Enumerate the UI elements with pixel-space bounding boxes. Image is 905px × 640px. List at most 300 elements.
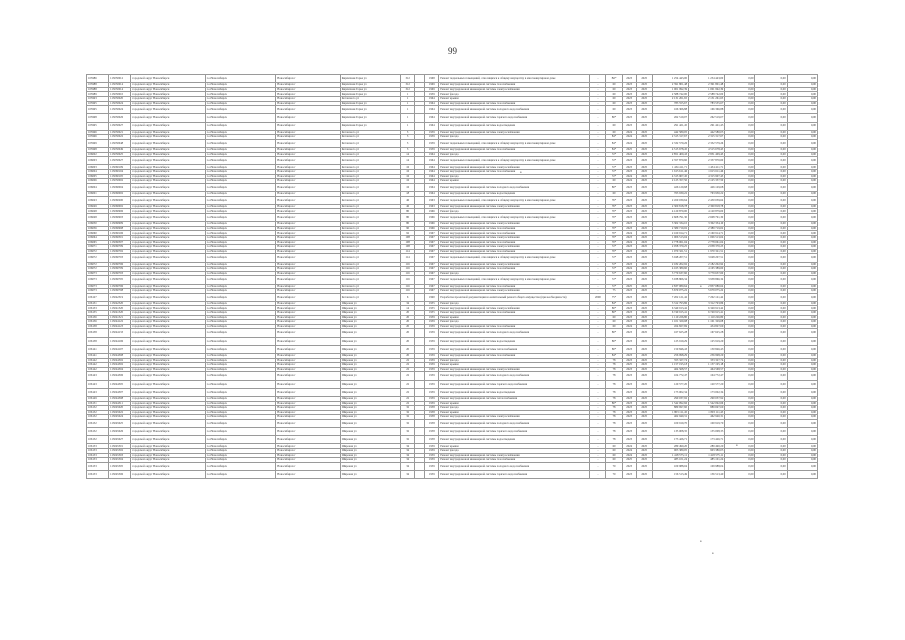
cell-municipality: городской округ Новосибирск bbox=[131, 157, 206, 165]
cell-build-year: 1958 bbox=[425, 419, 439, 427]
cell-build-year: 1967 bbox=[425, 254, 439, 262]
cell-district: г.о.Новосибирск bbox=[205, 320, 275, 325]
cell-build-year: 1958 bbox=[425, 406, 439, 411]
cell-object-code: 113060004 bbox=[109, 183, 131, 191]
cell-wear-percent: 60 bbox=[606, 92, 622, 97]
cell-total-cost: 783 555,67 bbox=[652, 101, 688, 106]
cell-fund-cost: 903 380,05 bbox=[689, 449, 725, 454]
cell-settlement: Новосибирск г bbox=[276, 179, 340, 184]
cell-budget-cost: 0,00 bbox=[725, 249, 755, 254]
cell-object-code: 113044304 bbox=[109, 367, 131, 372]
cell-total-cost: 262 519,07 bbox=[652, 114, 688, 122]
cell-settlement: Новосибирск г bbox=[276, 293, 340, 301]
cell-work-type: Ремонт фасада bbox=[439, 174, 590, 179]
cell-municipality: городской округ Новосибирск bbox=[131, 87, 206, 92]
cell-other-cost: 0,00 bbox=[755, 114, 787, 122]
cell-fund-cost: 167 625,28 bbox=[689, 329, 725, 337]
cell-fund-cost: 2 332 579,26 bbox=[689, 139, 725, 147]
cell-budget-cost: 0,00 bbox=[725, 324, 755, 329]
cell-record-id: 106138 bbox=[87, 324, 109, 329]
cell-record-id: 105995 bbox=[87, 122, 109, 130]
cell-work-type: Ремонт внутридомовой инженерной системы холодного водоснабжения bbox=[439, 372, 590, 380]
table-row bbox=[87, 388, 818, 396]
cell-work-type: Ремонт крыши bbox=[439, 444, 590, 449]
cell-street: Широкая ул bbox=[340, 301, 400, 306]
cell-fund-cost: 256 998,29 bbox=[689, 354, 725, 359]
table-row bbox=[87, 114, 818, 122]
cell-building bbox=[415, 419, 425, 427]
cell-wear-percent: 70* bbox=[606, 249, 622, 254]
cell-budget-cost: 0,00 bbox=[725, 152, 755, 157]
cell-house-number: 92 bbox=[401, 231, 415, 236]
cell-object-code: 113050049 bbox=[109, 148, 131, 153]
cell-district: г.о.Новосибирск bbox=[205, 157, 275, 165]
cell-budget-cost: 0,00 bbox=[725, 315, 755, 320]
cell-work-type: Ремонт внутридомовой инженерной системы холодного водоснабжения bbox=[439, 183, 590, 191]
cell-total-cost: 4 165 389,60 bbox=[652, 267, 688, 272]
cell-fund-cost: 135 008,35 bbox=[689, 428, 725, 436]
cell-plan-end-year: 2025 bbox=[636, 284, 652, 289]
cell-build-year: 1964 bbox=[425, 165, 439, 170]
cell-budget-cost: 0,00 bbox=[725, 130, 755, 135]
cell-cost-limit: - bbox=[590, 245, 606, 250]
cell-other-cost: 0,00 bbox=[755, 444, 787, 449]
cell-build-year: 1964 bbox=[425, 183, 439, 191]
cell-build-year: 1959 bbox=[425, 453, 439, 458]
cell-work-type: Ремонт внутридомовой инженерной системы газоснабжения bbox=[439, 324, 590, 329]
cell-record-id: 106142 bbox=[87, 367, 109, 372]
cell-house-number: 18 bbox=[401, 192, 415, 197]
cell-total-cost: 2 608 791,30 bbox=[652, 214, 688, 222]
cell-settlement: Новосибирск г bbox=[276, 101, 340, 106]
cell-record-id: 106072 bbox=[87, 254, 109, 262]
cell-plan-start-year: 2023 bbox=[622, 401, 636, 406]
cell-fund-cost: 6 749 915,41 bbox=[689, 311, 725, 316]
cell-plan-start-year: 2023 bbox=[622, 106, 636, 114]
cell-object-code: 113044302 bbox=[109, 358, 131, 363]
cell-municipality: городской округ Новосибирск bbox=[131, 245, 206, 250]
cell-budget-cost: 0,00 bbox=[725, 372, 755, 380]
cell-build-year: 1959 bbox=[425, 354, 439, 359]
cell-plan-end-year: 2025 bbox=[636, 204, 652, 209]
cell-street: Широкая ул bbox=[340, 449, 400, 454]
cell-municipality: городской округ Новосибирск bbox=[131, 75, 206, 83]
cell-plan-start-year: 2023 bbox=[622, 306, 636, 311]
cell-owner-cost: 0,00 bbox=[787, 254, 817, 262]
cell-work-type: Ремонт внутридомовой инженерной системы электроснабжения bbox=[439, 235, 590, 240]
cell-owner-cost: 0,00 bbox=[787, 196, 817, 204]
cell-total-cost: 1 615 611,46 bbox=[652, 170, 688, 175]
cell-street: Широкая ул bbox=[340, 320, 400, 325]
cell-object-code: 113060002 bbox=[109, 192, 131, 197]
cell-owner-cost: 0,00 bbox=[787, 406, 817, 411]
cell-settlement: Новосибирск г bbox=[276, 106, 340, 114]
cell-street: Широкая ул bbox=[340, 396, 400, 401]
cell-settlement: Новосибирск г bbox=[276, 363, 340, 368]
cell-wear-percent: 78 bbox=[606, 406, 622, 411]
cell-other-cost: 0,00 bbox=[755, 96, 787, 101]
cell-work-type: Ремонт подвальных помещений, относящихся к общему имуществу в многоквартирном доме bbox=[439, 276, 590, 284]
cell-work-type: Ремонт внутридомовой инженерной системы горячего водоснабжения bbox=[439, 380, 590, 388]
cell-budget-cost: 0,00 bbox=[725, 262, 755, 267]
cell-object-code: 113060709 bbox=[109, 245, 131, 250]
cell-district: г.о.Новосибирск bbox=[205, 231, 275, 236]
cell-wear-percent: 80* bbox=[606, 329, 622, 337]
cell-budget-cost: 0,00 bbox=[725, 396, 755, 401]
cell-budget-cost: 0,00 bbox=[725, 157, 755, 165]
cell-cost-limit: - bbox=[590, 315, 606, 320]
cell-street: Широкая ул bbox=[340, 306, 400, 311]
cell-object-code: 113050048 bbox=[109, 139, 131, 147]
cell-record-id: 106131 bbox=[87, 301, 109, 306]
cell-total-cost: 462 940,31 bbox=[652, 415, 688, 420]
cell-budget-cost: 0,00 bbox=[725, 96, 755, 101]
cell-district: г.о.Новосибирск bbox=[205, 449, 275, 454]
cell-cost-limit: - bbox=[590, 96, 606, 101]
cell-street: Котовского ул bbox=[340, 267, 400, 272]
cell-work-type: Ремонт внутридомовой инженерной системы газоснабжения bbox=[439, 231, 590, 236]
cell-work-type: Ремонт внутридомовой инженерной системы горячего водоснабжения bbox=[439, 114, 590, 122]
cell-wear-percent: 80* bbox=[606, 401, 622, 406]
cell-cost-limit: - bbox=[590, 462, 606, 470]
cell-total-cost: 2 391 801,48 bbox=[652, 83, 688, 88]
cell-object-code: 113045026 bbox=[109, 428, 131, 436]
cell-budget-cost: 0,00 bbox=[725, 75, 755, 83]
cell-house-number: 108 bbox=[401, 235, 415, 240]
cell-budget-cost: 0,00 bbox=[725, 345, 755, 353]
cell-budget-cost: 0,00 bbox=[725, 401, 755, 406]
cell-record-id: 106153 bbox=[87, 444, 109, 449]
cell-municipality: городской округ Новосибирск bbox=[131, 92, 206, 97]
cell-settlement: Новосибирск г bbox=[276, 329, 340, 337]
cell-work-type: Ремонт внутридомовой инженерной системы холодного водоснабжения bbox=[439, 329, 590, 337]
cell-cost-limit: - bbox=[590, 106, 606, 114]
cell-cost-limit: - bbox=[590, 249, 606, 254]
cell-other-cost: 0,00 bbox=[755, 179, 787, 184]
cell-house-number: 34 bbox=[401, 458, 415, 463]
cell-build-year: 1959 bbox=[425, 363, 439, 368]
cell-record-id: 105986 bbox=[87, 75, 109, 83]
cell-wear-percent: 60 bbox=[606, 458, 622, 463]
cell-plan-end-year: 2025 bbox=[636, 183, 652, 191]
cell-work-type: Ремонт фасада bbox=[439, 152, 590, 157]
cell-record-id: 106003 bbox=[87, 165, 109, 170]
cell-record-id: 105999 bbox=[87, 139, 109, 147]
cell-plan-start-year: 2023 bbox=[622, 170, 636, 175]
cell-cost-limit: - bbox=[590, 226, 606, 231]
cell-owner-cost: 0,00 bbox=[787, 165, 817, 170]
cell-street: Котовского ул bbox=[340, 262, 400, 267]
cell-building bbox=[415, 388, 425, 396]
cell-cost-limit: - bbox=[590, 415, 606, 420]
cell-total-cost: 1 254 443,00 bbox=[652, 75, 688, 83]
cell-settlement: Новосибирск г bbox=[276, 240, 340, 245]
cell-plan-start-year: 2025 bbox=[622, 284, 636, 289]
cell-plan-end-year: 2025 bbox=[636, 406, 652, 411]
cell-other-cost: 0,00 bbox=[755, 337, 787, 345]
cell-fund-cost: 1 001 992,39 bbox=[689, 87, 725, 92]
cell-cost-limit: - bbox=[590, 222, 606, 227]
cell-other-cost: 0,00 bbox=[755, 284, 787, 289]
cell-plan-start-year: 2024 bbox=[622, 179, 636, 184]
cell-district: г.о.Новосибирск bbox=[205, 165, 275, 170]
cell-fund-cost: 889 697,60 bbox=[689, 406, 725, 411]
cell-plan-end-year: 2025 bbox=[636, 262, 652, 267]
cell-total-cost: 2 837 080,64 bbox=[652, 284, 688, 289]
cell-owner-cost: 0,00 bbox=[787, 428, 817, 436]
cell-district: г.о.Новосибирск bbox=[205, 410, 275, 415]
cell-record-id: 105995 bbox=[87, 106, 109, 114]
cell-settlement: Новосибирск г bbox=[276, 354, 340, 359]
cell-building bbox=[415, 372, 425, 380]
cell-municipality: городской округ Новосибирск bbox=[131, 367, 206, 372]
cell-other-cost: 0,00 bbox=[755, 204, 787, 209]
cell-build-year: 1967 bbox=[425, 231, 439, 236]
cell-record-id: 106153 bbox=[87, 449, 109, 454]
cell-district: г.о.Новосибирск bbox=[205, 204, 275, 209]
cell-other-cost: 0,00 bbox=[755, 183, 787, 191]
cell-building bbox=[415, 196, 425, 204]
cell-district: г.о.Новосибирск bbox=[205, 226, 275, 231]
cell-district: г.о.Новосибирск bbox=[205, 106, 275, 114]
cell-plan-start-year: 2023 bbox=[622, 396, 636, 401]
cell-plan-end-year: 2025 bbox=[636, 396, 652, 401]
cell-object-code: 113041320 bbox=[109, 306, 131, 311]
cell-plan-start-year: 2024 bbox=[622, 449, 636, 454]
cell-wear-percent: 78 bbox=[606, 415, 622, 420]
cell-municipality: городской округ Новосибирск bbox=[131, 453, 206, 458]
cell-municipality: городской округ Новосибирск bbox=[131, 436, 206, 444]
cell-street: Широкая ул bbox=[340, 329, 400, 337]
cell-owner-cost: 0,00 bbox=[787, 363, 817, 368]
cell-plan-start-year: 2023 bbox=[622, 276, 636, 284]
cell-municipality: городской округ Новосибирск bbox=[131, 83, 206, 88]
cell-fund-cost: 2 125 357,50 bbox=[689, 179, 725, 184]
cell-wear-percent: 60 bbox=[606, 101, 622, 106]
cell-cost-limit: - bbox=[590, 428, 606, 436]
cell-municipality: городской округ Новосибирск bbox=[131, 135, 206, 140]
cell-building bbox=[415, 75, 425, 83]
cell-plan-end-year: 2025 bbox=[636, 388, 652, 396]
cell-street: Котовского ул bbox=[340, 293, 400, 301]
page-number: 99 bbox=[448, 46, 457, 56]
cell-plan-start-year: 2023 bbox=[622, 337, 636, 345]
cell-budget-cost: 0,00 bbox=[725, 226, 755, 231]
cell-record-id: 106073 bbox=[87, 289, 109, 294]
cell-district: г.о.Новосибирск bbox=[205, 363, 275, 368]
cell-work-type: Ремонт внутридомовой инженерной системы водоотведения bbox=[439, 388, 590, 396]
cell-wear-percent: 70* bbox=[606, 235, 622, 240]
cell-build-year: 1963 bbox=[425, 196, 439, 204]
cell-house-number: 3 bbox=[401, 135, 415, 140]
cell-record-id: 106073 bbox=[87, 276, 109, 284]
cell-municipality: городской округ Новосибирск bbox=[131, 388, 206, 396]
cell-work-type: Ремонт подвальных помещений, относящихся к общему имуществу в многоквартирном доме bbox=[439, 75, 590, 83]
cell-wear-percent: 70* bbox=[606, 214, 622, 222]
cell-owner-cost: 0,00 bbox=[787, 235, 817, 240]
cell-work-type: Ремонт фасада bbox=[439, 449, 590, 454]
cell-record-id: 106142 bbox=[87, 358, 109, 363]
cell-street: Котовского ул bbox=[340, 148, 400, 153]
cell-district: г.о.Новосибирск bbox=[205, 276, 275, 284]
cell-street: Котовского ул bbox=[340, 192, 400, 197]
cell-district: г.о.Новосибирск bbox=[205, 471, 275, 479]
cell-street: Широкая ул bbox=[340, 436, 400, 444]
cell-district: г.о.Новосибирск bbox=[205, 406, 275, 411]
cell-settlement: Новосибирск г bbox=[276, 249, 340, 254]
cell-district: г.о.Новосибирск bbox=[205, 114, 275, 122]
cell-cost-limit: - bbox=[590, 170, 606, 175]
cell-plan-end-year: 2025 bbox=[636, 196, 652, 204]
cell-object-code: 113060200 bbox=[109, 196, 131, 204]
cell-settlement: Новосибирск г bbox=[276, 401, 340, 406]
cell-work-type: Ремонт внутридомовой инженерной системы газоснабжения bbox=[439, 240, 590, 245]
cell-wear-percent: 70 bbox=[606, 471, 622, 479]
cell-house-number: 108 bbox=[401, 240, 415, 245]
cell-other-cost: 0,00 bbox=[755, 462, 787, 470]
cell-house-number: 116 bbox=[401, 284, 415, 289]
cell-object-code: 113045303 bbox=[109, 453, 131, 458]
cell-settlement: Новосибирск г bbox=[276, 96, 340, 101]
cell-budget-cost: 0,00 bbox=[725, 231, 755, 236]
cell-municipality: городской округ Новосибирск bbox=[131, 449, 206, 454]
cell-plan-end-year: 2025 bbox=[636, 192, 652, 197]
cell-total-cost: 104 772,47 bbox=[652, 372, 688, 380]
cell-total-cost: 3 302 334,10 bbox=[652, 222, 688, 227]
cell-plan-start-year: 2024 bbox=[622, 324, 636, 329]
cell-settlement: Новосибирск г bbox=[276, 372, 340, 380]
cell-municipality: городской округ Новосибирск bbox=[131, 293, 206, 301]
cell-district: г.о.Новосибирск bbox=[205, 148, 275, 153]
cell-municipality: городской округ Новосибирск bbox=[131, 444, 206, 449]
cell-record-id: 106072 bbox=[87, 267, 109, 272]
cell-object-code: 113050014 bbox=[109, 83, 131, 88]
cell-house-number: 22 bbox=[401, 367, 415, 372]
cell-plan-end-year: 2025 bbox=[636, 410, 652, 415]
cell-fund-cost: 4 315 907,45 bbox=[689, 174, 725, 179]
cell-street: Котовского ул bbox=[340, 226, 400, 231]
cell-owner-cost: 0,00 bbox=[787, 226, 817, 231]
cell-fund-cost: 150 846,43 bbox=[689, 345, 725, 353]
cell-municipality: городской округ Новосибирск bbox=[131, 170, 206, 175]
cell-budget-cost: 0,00 bbox=[725, 122, 755, 130]
cell-other-cost: 0,00 bbox=[755, 271, 787, 276]
cell-municipality: городской округ Новосибирск bbox=[131, 209, 206, 214]
cell-cost-limit: - bbox=[590, 192, 606, 197]
cell-district: г.о.Новосибирск bbox=[205, 152, 275, 157]
cell-district: г.о.Новосибирск bbox=[205, 436, 275, 444]
cell-street: Широкая ул bbox=[340, 337, 400, 345]
cell-object-code: 113060708 bbox=[109, 289, 131, 294]
cell-total-cost: 2 160 914,71 bbox=[652, 231, 688, 236]
cell-plan-end-year: 2025 bbox=[636, 458, 652, 463]
cell-wear-percent: 78 bbox=[606, 428, 622, 436]
cell-other-cost: 0,00 bbox=[755, 262, 787, 267]
cell-other-cost: 0,00 bbox=[755, 235, 787, 240]
cell-owner-cost: 0,00 bbox=[787, 157, 817, 165]
cell-budget-cost: 0,00 bbox=[725, 419, 755, 427]
cell-wear-percent: 80* bbox=[606, 183, 622, 191]
cell-build-year: 1955 bbox=[425, 306, 439, 311]
cell-build-year: 1966 bbox=[425, 226, 439, 231]
cell-house-number: 22 bbox=[401, 396, 415, 401]
cell-other-cost: 0,00 bbox=[755, 311, 787, 316]
cell-object-code: 113060301 bbox=[109, 235, 131, 240]
cell-total-cost: 150 846,43 bbox=[652, 345, 688, 353]
table-row bbox=[87, 419, 818, 427]
cell-total-cost: 173 426,71 bbox=[652, 436, 688, 444]
cell-object-code: 113044122 bbox=[109, 320, 131, 325]
cell-owner-cost: 0,00 bbox=[787, 87, 817, 92]
cell-owner-cost: 0,00 bbox=[787, 249, 817, 254]
cell-municipality: городской округ Новосибирск bbox=[131, 289, 206, 294]
cell-work-type: Ремонт крыши bbox=[439, 410, 590, 415]
cell-settlement: Новосибирск г bbox=[276, 130, 340, 135]
cell-district: г.о.Новосибирск bbox=[205, 453, 275, 458]
cell-district: г.о.Новосибирск bbox=[205, 354, 275, 359]
cell-other-cost: 0,00 bbox=[755, 354, 787, 359]
cell-wear-percent: 60 bbox=[606, 122, 622, 130]
cell-plan-end-year: 2025 bbox=[636, 245, 652, 250]
cell-fund-cost: 1 157 195,18 bbox=[689, 363, 725, 368]
cell-record-id: 105988 bbox=[87, 87, 109, 92]
cell-plan-start-year: 2024 bbox=[622, 453, 636, 458]
cell-other-cost: 0,00 bbox=[755, 231, 787, 236]
cell-municipality: городской округ Новосибирск bbox=[131, 262, 206, 267]
cell-budget-cost: 0,00 bbox=[725, 358, 755, 363]
cell-street: Котовского ул bbox=[340, 289, 400, 294]
cell-district: г.о.Новосибирск bbox=[205, 96, 275, 101]
cell-cost-limit: - bbox=[590, 337, 606, 345]
cell-wear-percent: 72* bbox=[606, 271, 622, 276]
cell-build-year: 1959 bbox=[425, 449, 439, 454]
cell-total-cost: 2 315 317,67 bbox=[652, 135, 688, 140]
table-row bbox=[87, 214, 818, 222]
cell-municipality: городской округ Новосибирск bbox=[131, 152, 206, 157]
cell-plan-end-year: 2025 bbox=[636, 157, 652, 165]
cell-plan-start-year: 2023 bbox=[622, 410, 636, 415]
cell-house-number: 20 bbox=[401, 320, 415, 325]
cell-settlement: Новосибирск г bbox=[276, 148, 340, 153]
cell-plan-end-year: 2025 bbox=[636, 226, 652, 231]
cell-plan-start-year: 2023 bbox=[622, 92, 636, 97]
cell-fund-cost: 4 515 678,45 bbox=[689, 148, 725, 153]
cell-wear-percent: 78 bbox=[606, 419, 622, 427]
cell-budget-cost: 0,00 bbox=[725, 214, 755, 222]
cell-work-type: Ремонт фасада bbox=[439, 271, 590, 276]
cell-cost-limit: - bbox=[590, 152, 606, 157]
cell-street: Широкая ул bbox=[340, 471, 400, 479]
cell-building bbox=[415, 157, 425, 165]
cell-owner-cost: 0,00 bbox=[787, 101, 817, 106]
cell-record-id: 106006 bbox=[87, 179, 109, 184]
cell-plan-start-year: 2023 bbox=[622, 183, 636, 191]
cell-settlement: Новосибирск г bbox=[276, 444, 340, 449]
cell-settlement: Новосибирск г bbox=[276, 458, 340, 463]
cell-total-cost: 1 001 992,39 bbox=[652, 87, 688, 92]
cell-total-cost: 3 048 207,51 bbox=[652, 254, 688, 262]
cell-budget-cost: 0,00 bbox=[725, 222, 755, 227]
cell-wear-percent: 84* bbox=[606, 354, 622, 359]
cell-municipality: городской округ Новосибирск bbox=[131, 363, 206, 368]
cell-district: г.о.Новосибирск bbox=[205, 358, 275, 363]
cell-district: г.о.Новосибирск bbox=[205, 222, 275, 227]
cell-plan-start-year: 2023 bbox=[622, 315, 636, 320]
cell-plan-end-year: 2025 bbox=[636, 301, 652, 306]
cell-object-code: 113060307 bbox=[109, 240, 131, 245]
cell-street: Кирпичная Горка ул bbox=[340, 122, 400, 130]
cell-fund-cost: 1 110 226,80 bbox=[689, 315, 725, 320]
